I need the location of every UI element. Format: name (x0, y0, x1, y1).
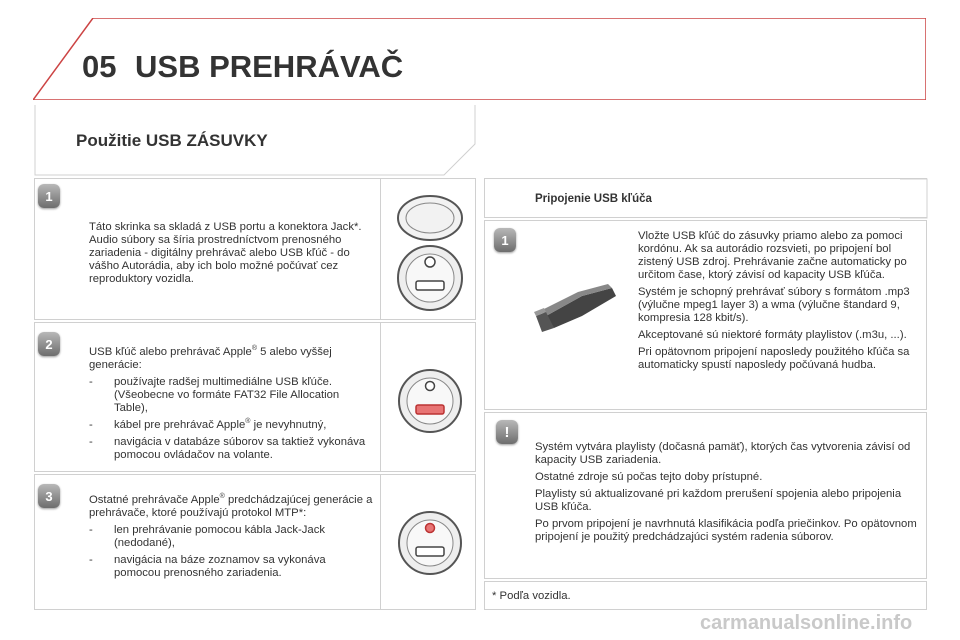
warning-icon: ! (496, 420, 518, 444)
watermark: carmanualsonline.info (700, 612, 913, 634)
item2-intro: USB kľúč alebo prehrávač Apple (89, 346, 252, 358)
paragraph: Ostatné zdroje sú počas tejto doby prístupné. (535, 471, 763, 483)
registered-mark: ® (219, 493, 225, 501)
step-badge-1: 1 (38, 184, 60, 208)
warning-text (535, 441, 920, 548)
item1-text: Táto skrinka sa skladá z USB portu a konektora Jack*. Audio súbory sa šíria prostredníctvom prenosného zariadenia - digitálny prehrávač alebo USB kľúč - do vášho Autorádia, aby ich bolo možné počúvať cez reproduktory vozidla. (89, 221, 362, 285)
item3-text (89, 494, 374, 584)
footnote: * Podľa vozidla. (492, 590, 571, 602)
item2-intro-rest: 5 alebo vyššej generácie: (89, 346, 332, 371)
paragraph: Systém je schopný prehrávať súbory s formátom .mp3 (výlučne mpeg1 layer 3) a wma (výlučne štandard 9, kompresia 128 kbit/s). (638, 286, 910, 324)
divider (380, 474, 381, 610)
list-item-text: je nevyhnutný, (250, 419, 327, 431)
heading-corner (900, 178, 928, 219)
paragraph: Pri opätovnom pripojení naposledy použitého kľúča sa automaticky spustí naposledy počúvaná hudba. (638, 346, 910, 371)
list-item: - navigácia v databáze súborov sa taktiež vykonáva pomocou ovládačov na volante. (89, 436, 374, 462)
chapter-number: 05 (82, 49, 117, 84)
list-item: - používajte radšej multimediálne USB kľúče. (Všeobecne vo formáte FAT32 File Allocation Table), (89, 376, 374, 415)
right-heading: Pripojenie USB kľúča (535, 193, 652, 205)
paragraph: Playlisty sú aktualizované pri každom prerušení spojenia alebo pripojenia USB kľúča. (535, 488, 902, 513)
usb-socket-cover-illustration (390, 186, 470, 314)
item3-intro-rest: predchádzajúcej generácie a prehrávače, ktoré používajú protokol MTP*: (89, 494, 373, 519)
usb-socket-illustration (390, 366, 470, 436)
section-title: Použitie USB ZÁSUVKY (76, 131, 268, 150)
step-badge-usb-1: 1 (494, 228, 516, 252)
usb-key-illustration (532, 272, 622, 342)
registered-mark: ® (245, 418, 251, 426)
paragraph: Systém vytvára playlisty (dočasná pamäť), ktorých čas vytvorenia závisí od kapacity USB zariadenia. (535, 441, 911, 466)
jack-socket-illustration (390, 508, 470, 578)
item2-text (89, 346, 374, 466)
paragraph: Po prvom pripojení je navrhnutá klasifikácia podľa priečinkov. Po opätovnom pripojení je použitý predchádzajúci systém radenia súborov. (535, 518, 917, 543)
list-item (89, 419, 374, 432)
paragraph: Vložte USB kľúč do zásuvky priamo alebo za pomoci kordónu. Ak sa autorádio rozsvieti, po pripojení bol zistený USB zdroj. Prehrávanie začne automaticky po určitom čase, ktorý závisí od kapacity USB kľúča. (638, 230, 907, 281)
step-badge-3: 3 (38, 484, 60, 508)
list-item: - navigácia na báze zoznamov sa vykonáva pomocou prenosného zariadenia. (89, 554, 374, 580)
paragraph: Akceptované sú niektoré formáty playlistov (.m3u, ...). (638, 329, 907, 341)
divider (380, 322, 381, 472)
registered-mark: ® (251, 345, 257, 353)
divider (380, 178, 381, 320)
item3-intro: Ostatné prehrávače Apple (89, 494, 220, 506)
step-badge-2: 2 (38, 332, 60, 356)
page-title: USB PREHRÁVAČ (135, 49, 404, 84)
usb-info-text (638, 230, 921, 376)
list-item-text: kábel pre prehrávač Apple (114, 419, 246, 431)
list-item: - len prehrávanie pomocou kábla Jack-Jack (nedodané), (89, 524, 374, 550)
